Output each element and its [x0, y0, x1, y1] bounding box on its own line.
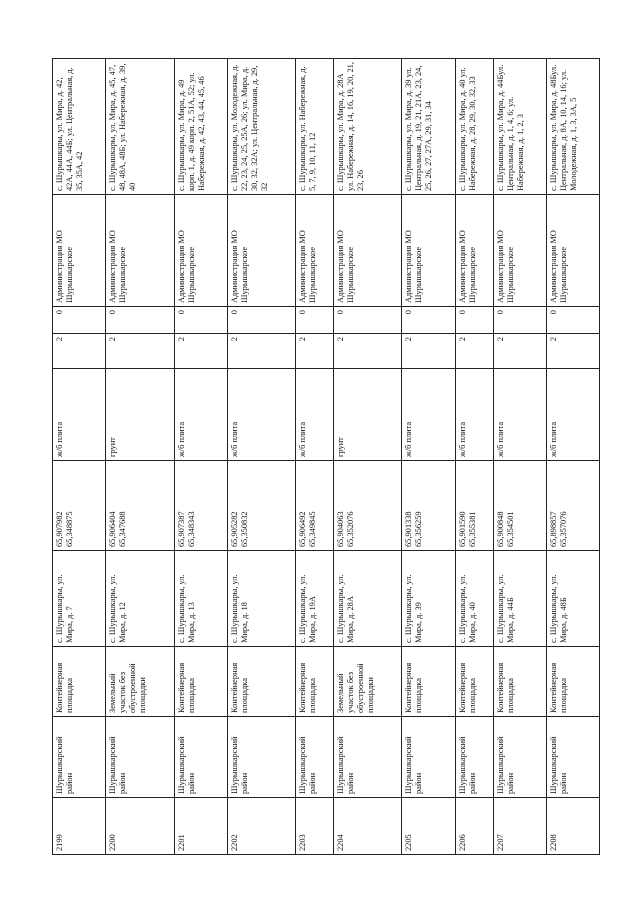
- coordinates-cell: 65,898857 65,357076: [546, 461, 599, 551]
- container-count-cell: 2: [174, 334, 227, 369]
- coordinates-cell: 65,906404 65,347688: [106, 461, 174, 551]
- row-number: 2201: [174, 798, 227, 855]
- address-cell: с. Шурышкары, ул. Мира, д. 44Б: [493, 551, 546, 647]
- site-type-cell: Контейнерная площадка: [455, 647, 493, 717]
- district-cell: Шурышкарский район: [296, 717, 334, 798]
- container-count-cell: 2: [53, 334, 106, 369]
- volume-cell: 0: [546, 307, 599, 334]
- coordinates-cell: 65,900848 65,354501: [493, 461, 546, 551]
- address-cell: с. Шурышкары, ул. Мира, д. 40: [455, 551, 493, 647]
- container-count-cell: 2: [455, 334, 493, 369]
- address-cell: с. Шурышкары, ул. Мира, д. 28А: [334, 551, 402, 647]
- container-count-cell: 2: [546, 334, 599, 369]
- surface-cell: грунт: [106, 369, 174, 461]
- owner-cell: Администрация МО Шурышкарское: [227, 195, 295, 307]
- table-row: [227, 59, 295, 855]
- site-type-cell: Контейнерная площадка: [546, 647, 599, 717]
- address-cell: с. Шурышкары, ул. Мира, д. 13: [174, 551, 227, 647]
- coordinates-cell: 65,901590 65,355381: [455, 461, 493, 551]
- table-row: [53, 59, 106, 855]
- volume-cell: 0: [174, 307, 227, 334]
- site-type-cell: Контейнерная площадка: [174, 647, 227, 717]
- surface-cell: ж/б плита: [296, 369, 334, 461]
- row-number: 2207: [493, 798, 546, 855]
- table-row: [296, 59, 334, 855]
- served-addresses-cell: с. Шурышкары, ул. Мира, д. 28А ул. Набережная, д. 14, 16, 19, 20, 21, 23, 26: [334, 59, 402, 195]
- address-cell: с. Шурышкары, ул. Мира, д. 12: [106, 551, 174, 647]
- owner-cell: Администрация МО Шурышкарское: [334, 195, 402, 307]
- table-row: [174, 59, 227, 855]
- served-addresses-cell: с. Шурышкары, ул. Мира, д. 39 ул. Центральная, д. 19, 21, 21А, 23, 24, 25, 26, 27, 27А, 29, 31, 34: [402, 59, 455, 195]
- container-count-cell: 2: [334, 334, 402, 369]
- site-type-cell: Земельный участок без обустроенной площадки: [334, 647, 402, 717]
- volume-cell: 0: [227, 307, 295, 334]
- volume-cell: 0: [402, 307, 455, 334]
- site-type-cell: Контейнерная площадка: [53, 647, 106, 717]
- row-number: 2208: [546, 798, 599, 855]
- served-addresses-cell: с. Шурышкары, ул. Мира, д. 42, 42А, 44А, 44Б; ул. Центральная, д. 35, 35А, 42: [53, 59, 106, 195]
- volume-cell: 0: [334, 307, 402, 334]
- site-type-cell: Контейнерная площадка: [402, 647, 455, 717]
- coordinates-cell: 65,907982 65,348875: [53, 461, 106, 551]
- coordinates-cell: 65,904063 65,352076: [334, 461, 402, 551]
- owner-cell: Администрация МО Шурышкарское: [546, 195, 599, 307]
- owner-cell: Администрация МО Шурышкарское: [53, 195, 106, 307]
- address-cell: с. Шурышкары, ул. Мира, д. 18: [227, 551, 295, 647]
- row-number: 2205: [402, 798, 455, 855]
- surface-cell: ж/б плита: [455, 369, 493, 461]
- table-row: [402, 59, 455, 855]
- served-addresses-cell: с. Шурышкары, ул. Мира, д. 45, 47, 48, 48А, 48Б; ул. Набережная, д. 39, 40: [106, 59, 174, 195]
- row-number: 2204: [334, 798, 402, 855]
- container-count-cell: 2: [493, 334, 546, 369]
- table-row: [334, 59, 402, 855]
- container-count-cell: 2: [296, 334, 334, 369]
- registry-table: [52, 58, 600, 855]
- address-cell: с. Шурышкары, ул. Мира, д. 19А: [296, 551, 334, 647]
- served-addresses-cell: с. Шурышкары, ул. Мира, д. 48Бул. Центральная, д. 8А, 10, 14, 16; ул. Молодежная, д. 1, 3, 3А, 5: [546, 59, 599, 195]
- district-cell: Шурышкарский район: [174, 717, 227, 798]
- volume-cell: 0: [455, 307, 493, 334]
- row-number: 2206: [455, 798, 493, 855]
- surface-cell: ж/б плита: [227, 369, 295, 461]
- container-count-cell: 2: [106, 334, 174, 369]
- owner-cell: Администрация МО Шурышкарское: [174, 195, 227, 307]
- volume-cell: 0: [106, 307, 174, 334]
- site-type-cell: Контейнерная площадка: [296, 647, 334, 717]
- coordinates-cell: 65,901338 65,356259: [402, 461, 455, 551]
- served-addresses-cell: с. Шурышкары, ул. Набережная, д. 5, 7, 9, 10, 11, 12: [296, 59, 334, 195]
- table-row: [546, 59, 599, 855]
- container-count-cell: 2: [402, 334, 455, 369]
- owner-cell: Администрация МО Шурышкарское: [296, 195, 334, 307]
- district-cell: Шурышкарский район: [334, 717, 402, 798]
- volume-cell: 0: [53, 307, 106, 334]
- coordinates-cell: 65,907387 65,348343: [174, 461, 227, 551]
- district-cell: Шурышкарский район: [53, 717, 106, 798]
- volume-cell: 0: [296, 307, 334, 334]
- owner-cell: Администрация МО Шурышкарское: [493, 195, 546, 307]
- served-addresses-cell: с. Шурышкары, ул. Мира, д. 40 ул. Набережная, д. 28, 29, 30, 32, 33: [455, 59, 493, 195]
- address-cell: с. Шурышкары, ул. Мира, д. 39: [402, 551, 455, 647]
- row-number: 2200: [106, 798, 174, 855]
- surface-cell: грунт: [334, 369, 402, 461]
- served-addresses-cell: с. Шурышкары, ул. Мира, д. 49 корп. 1, д. 49 корп. 2, 51А, 52; ул. Набережная, д. 42, 43, 44, 45, 46: [174, 59, 227, 195]
- surface-cell: ж/б плита: [53, 369, 106, 461]
- district-cell: Шурышкарский район: [455, 717, 493, 798]
- row-number: 2203: [296, 798, 334, 855]
- district-cell: Шурышкарский район: [227, 717, 295, 798]
- site-type-cell: Контейнерная площадка: [227, 647, 295, 717]
- surface-cell: ж/б плита: [402, 369, 455, 461]
- served-addresses-cell: с. Шурышкары, ул. Мира, д. 44Бул. Центральная, д. 1, 4, 6; ул. Набережная, д. 1, 2, 3: [493, 59, 546, 195]
- coordinates-cell: 65,905282 65,350832: [227, 461, 295, 551]
- table-body: [53, 59, 600, 855]
- row-number: 2202: [227, 798, 295, 855]
- owner-cell: Администрация МО Шурышкарское: [402, 195, 455, 307]
- district-cell: Шурышкарский район: [402, 717, 455, 798]
- served-addresses-cell: с. Шурышкары, ул. Молодежная, д. 22, 23, 24, 25, 25А, 26; ул. Мира, д. 30, 32, 32А; ул. Центральная, д. 29, 32: [227, 59, 295, 195]
- surface-cell: ж/б плита: [174, 369, 227, 461]
- owner-cell: Администрация МО Шурышкарское: [455, 195, 493, 307]
- table-row: [493, 59, 546, 855]
- address-cell: с. Шурышкары, ул. Мира, д. 48Б: [546, 551, 599, 647]
- container-count-cell: 2: [227, 334, 295, 369]
- surface-cell: ж/б плита: [546, 369, 599, 461]
- volume-cell: 0: [493, 307, 546, 334]
- coordinates-cell: 65,906492 65,349845: [296, 461, 334, 551]
- site-type-cell: Земельный участок без обустроенной площадки: [106, 647, 174, 717]
- site-type-cell: Контейнерная площадка: [493, 647, 546, 717]
- district-cell: Шурышкарский район: [106, 717, 174, 798]
- owner-cell: Администрация МО Шурышкарское: [106, 195, 174, 307]
- district-cell: Шурышкарский район: [546, 717, 599, 798]
- district-cell: Шурышкарский район: [493, 717, 546, 798]
- address-cell: с. Шурышкары, ул. Мира, д. 7: [53, 551, 106, 647]
- row-number: 2199: [53, 798, 106, 855]
- surface-cell: ж/б плита: [493, 369, 546, 461]
- table-row: [455, 59, 493, 855]
- table-row: [106, 59, 174, 855]
- rotated-page: [52, 59, 600, 855]
